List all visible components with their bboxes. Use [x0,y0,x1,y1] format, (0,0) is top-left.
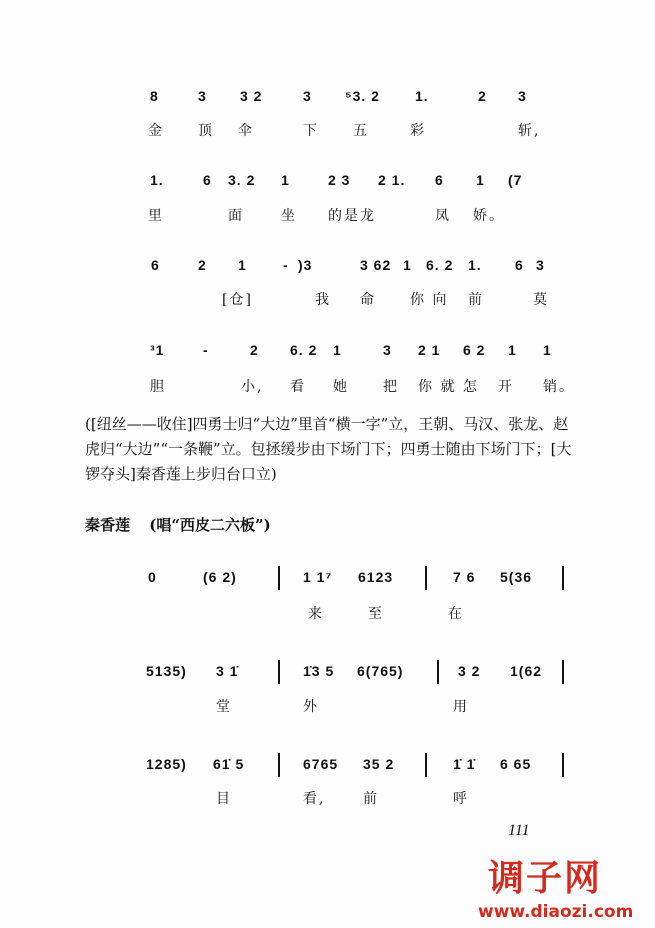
note-group: 2 3 [328,172,351,188]
note-group: 6(765) [357,663,404,679]
watermark-url: www.diaozi.com [478,902,634,922]
note-group: 2 [250,342,259,358]
note-group: 1 1⁷ [303,569,333,585]
note-group: 6. 2 [426,257,454,273]
lyric: 命 [360,292,376,308]
speaker-line [85,514,285,535]
bar-line [278,660,280,684]
note-group: - [203,342,209,358]
lyric: 的是龙 [328,208,376,224]
note-group: 3. 2 [228,172,256,188]
note-group: 6765 [303,756,339,772]
note-group: 6123 [358,569,394,585]
note-group: 3 62 [360,257,392,273]
lyric: 坐 [281,208,297,224]
note-group: - [283,257,289,273]
lyric: 斩, [518,123,541,139]
note-group: 1 [403,257,412,273]
lyric: 外 [303,699,319,715]
note-group: 5135) [146,663,187,679]
lyric: 面 [228,208,244,224]
lyric: 伞 [238,123,254,139]
bar-line [562,753,564,777]
lyric: 开 [498,379,514,395]
bar-line [562,566,564,590]
lyric: 小, [241,379,264,395]
lyric: 五 [353,123,369,139]
bar-line [278,566,280,590]
singing-cue: (唱“西皮二六板”) [149,516,271,534]
note-group: 2 1 [418,342,441,358]
note-group: 1. [468,257,482,273]
lyric: 胆 [150,379,166,395]
lyric: 看, [303,791,326,807]
lyric: 顶 [198,123,214,139]
note-group: 1 [508,342,517,358]
note-group: 3 [536,257,545,273]
note-group: 35 2 [363,756,395,772]
note-group: 1 [476,172,485,188]
note-group: 6. 2 [290,342,318,358]
note-group: 1(62 [510,663,543,679]
note-group: 1 [543,342,552,358]
lyric: 凤 [435,208,451,224]
note-group: 1285) [146,756,187,772]
note-group: 6 [151,257,160,273]
lyric: 我 [315,292,331,308]
note-group: 6 2 [463,342,486,358]
lyric: 在 [448,606,464,622]
note-group: (6 2) [203,569,237,585]
note-group: 1̇3 5 [303,663,335,679]
note-group: 0 [148,569,157,585]
note-group: 6 65 [500,756,532,772]
bar-line [425,753,427,777]
note-group: 6 [435,172,444,188]
note-group: 1̇ 1̇ [453,756,476,772]
lyric: 来 [308,606,324,622]
note-group: 1 [238,257,247,273]
lyric: 前 [363,791,379,807]
note-group: 7 6 [453,569,476,585]
note-group: 3 [303,88,312,104]
lyric: 销。 [543,379,575,395]
note-group: ⁵3. 2 [345,88,380,104]
note-group: 1 [333,342,342,358]
lyric: 莫 [533,292,549,308]
note-group: 3 2 [240,88,263,104]
note-group: 3 [198,88,207,104]
lyric: 把 [383,379,399,395]
lyric: [仓] [222,292,253,308]
lyric: 看 [290,379,306,395]
note-group: 2 [478,88,487,104]
lyric: 里 [148,208,164,224]
lyric: 娇。 [473,208,505,224]
note-group: 6 [203,172,212,188]
lyric: 至 [368,606,384,622]
lyric: 呼 [453,791,469,807]
note-group: 3 [518,88,527,104]
lyric: 彩 [410,123,426,139]
note-group: 1 [281,172,290,188]
lyric: 堂 [216,699,232,715]
note-group: (7 [508,172,523,188]
lyric: 你 就 怎 [418,379,479,395]
note-group: ³1 [150,342,165,358]
speaker-name: 秦香莲 [85,516,131,534]
note-group: )3 [298,257,313,273]
lyric: 下 [303,123,319,139]
lyric: 目 [216,791,232,807]
note-group: 3 1̇ [216,663,239,679]
lyric: 前 [468,292,484,308]
lyric: 她 [333,379,349,395]
note-group: 3 [383,342,392,358]
watermark-brand: 调子网 [488,858,603,899]
bar-line [562,660,564,684]
bar-line [278,753,280,777]
note-group: 1. [415,88,429,104]
note-group: 5(36 [500,569,533,585]
note-group: 1. [150,172,164,188]
note-group: 6 [515,257,524,273]
note-group: 61̇ 5 [213,756,245,772]
stage-direction: ([纽丝——收住]四勇士归“大边”里首“横一字”立，王朝、马汉、张龙、赵虎归“大边”“一条鞭”立。包拯缓步由下场门下；四勇士随由下场门下；[大锣夺头]秦香莲上步归台口立) [85,415,572,483]
lyric: 用 [453,699,469,715]
note-group: 2 [198,257,207,273]
note-group: 3 2 [458,663,481,679]
page-number: 111 [508,822,530,839]
lyric: 金 [148,123,164,139]
note-group: 2 1. [378,172,406,188]
bar-line [425,566,427,590]
bar-line [437,660,439,684]
note-group: 8 [150,88,159,104]
lyric: 你 向 [410,292,449,308]
